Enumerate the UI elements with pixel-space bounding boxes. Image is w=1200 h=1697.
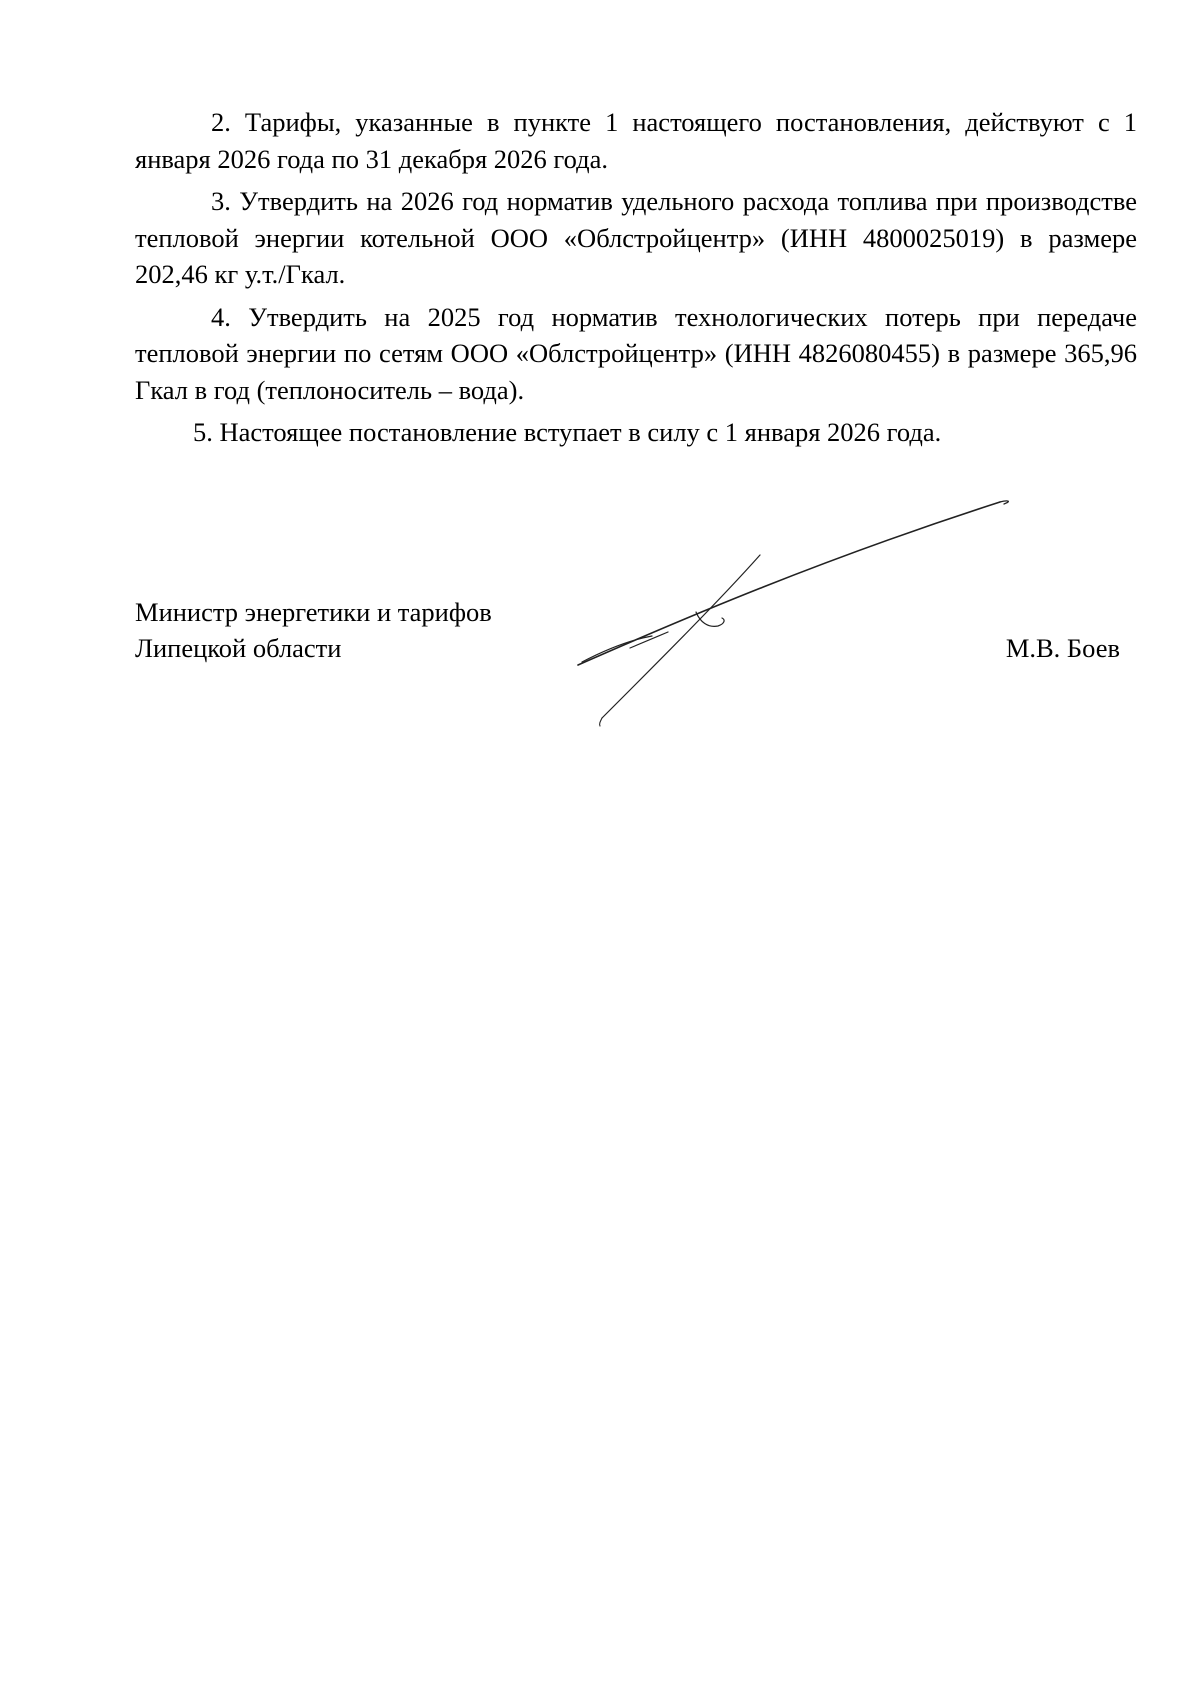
- signature-stroke-loop: [696, 612, 724, 626]
- signature-stroke-diagonal: [602, 555, 760, 718]
- signature-stroke-tail: [600, 718, 602, 726]
- document-body: [135, 104, 1137, 457]
- paragraph-5: 5. Настоящее постановление вступает в силу с 1 января 2026 года.: [193, 417, 942, 447]
- signature-icon: [560, 490, 1030, 730]
- paragraph-3: 3. Утвердить на 2026 год норматив удельного расхода топлива при производстве тепловой энергии котельной ООО «Облстройцентр» (ИНН 4800025019) в размере 202,46 кг у.т./Гкал.: [135, 186, 1137, 289]
- signatory-title: [135, 594, 492, 666]
- paragraph-2: 2. Тарифы, указанные в пункте 1 настоящего постановления, действуют с 1 января 2026 года по 31 декабря 2026 года.: [135, 107, 1137, 174]
- paragraph-4: 4. Утвердить на 2025 год норматив технологических потерь при передаче тепловой энергии по сетям ООО «Облстройцентр» (ИНН 4826080455) в размере 365,96 Гкал в год (теплоноситель – вода).: [135, 301, 1137, 405]
- signature-stroke-main: [578, 502, 1000, 665]
- signatory-title-line-2: Липецкой области: [135, 633, 342, 663]
- signatory-title-line-1: Министр энергетики и тарифов: [135, 597, 492, 627]
- signatory-name: М.В. Боев: [1005, 633, 1120, 663]
- signature-stroke-tip: [1000, 501, 1008, 504]
